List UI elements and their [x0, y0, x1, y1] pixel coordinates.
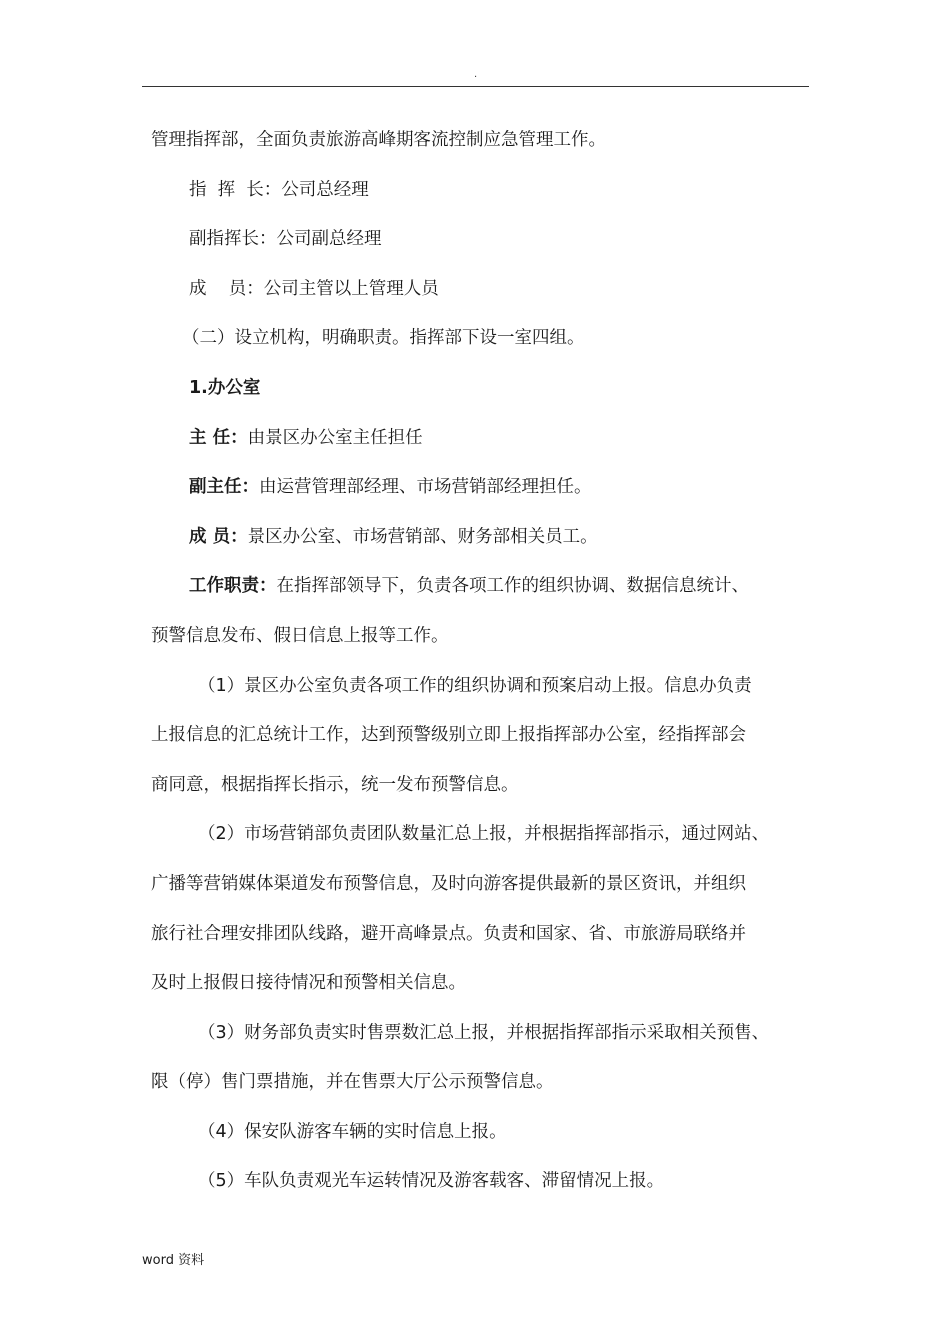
- deputy-director-label: 副主任：: [189, 477, 259, 498]
- duties-line: [151, 562, 811, 612]
- paragraph-1: 管理指挥部，全面负责旅游高峰期客流控制应急管理工作。: [151, 130, 606, 150]
- deputy-director-line: [151, 463, 811, 513]
- office-members-line: [151, 513, 811, 563]
- item-2-line-1: （2）市场营销部负责团队数量汇总上报，并根据指挥部指示，通过网站、: [198, 824, 770, 845]
- item-4: （4）保安队游客车辆的实时信息上报。: [198, 1121, 507, 1142]
- office-heading: 1.办公室: [189, 377, 261, 398]
- item-1-line-3: 商同意，根据指挥长指示，统一发布预警信息。: [151, 774, 519, 795]
- item-2-line-2: 广播等营销媒体渠道发布预警信息，及时向游客提供最新的景区资讯，并组织: [151, 873, 746, 894]
- header-mark: .: [474, 69, 478, 80]
- item-1-line-2: 上报信息的汇总统计工作，达到预警级别立即上报指挥部办公室，经指挥部会: [151, 725, 746, 746]
- item-2-line-4: 及时上报假日接待情况和预警相关信息。: [151, 973, 466, 994]
- deputy-director-text: 由运营管理部经理、市场营销部经理担任。: [259, 477, 592, 498]
- office-members-label: 成 员：: [189, 526, 248, 547]
- item-3-line-2: 限（停）售门票措施，并在售票大厅公示预警信息。: [151, 1072, 554, 1093]
- director-line: [151, 414, 811, 464]
- item-3-line-1: （3）财务部负责实时售票数汇总上报，并根据指挥部指示采取相关预售、: [198, 1022, 770, 1043]
- director-label: 主 任：: [189, 427, 248, 448]
- footer-label: word 资料: [142, 1253, 205, 1268]
- duties-label: 工作职责：: [189, 576, 277, 597]
- duties-text: 在指挥部领导下，负责各项工作的组织协调、数据信息统计、: [276, 576, 749, 597]
- commander-line: 指 挥 长：公司总经理: [189, 179, 369, 200]
- deputy-commander-line: 副指挥长：公司副总经理: [189, 229, 382, 250]
- header-rule: [142, 86, 809, 87]
- office-members-text: 景区办公室、市场营销部、财务部相关员工。: [247, 526, 598, 547]
- item-5: （5）车队负责观光车运转情况及游客载客、滞留情况上报。: [198, 1171, 665, 1192]
- members-line: 成 员：公司主管以上管理人员: [189, 278, 439, 299]
- director-text: 由景区办公室主任担任: [247, 427, 423, 448]
- document-body: [151, 116, 811, 1207]
- section-2-heading: （二）设立机构，明确职责。指挥部下设一室四组。: [182, 328, 585, 349]
- item-2-line-3: 旅行社合理安排团队线路，避开高峰景点。负责和国家、省、市旅游局联络并: [151, 923, 746, 944]
- item-1-line-1: （1）景区办公室负责各项工作的组织协调和预案启动上报。信息办负责: [198, 675, 752, 696]
- duties-continued: 预警信息发布、假日信息上报等工作。: [151, 625, 449, 646]
